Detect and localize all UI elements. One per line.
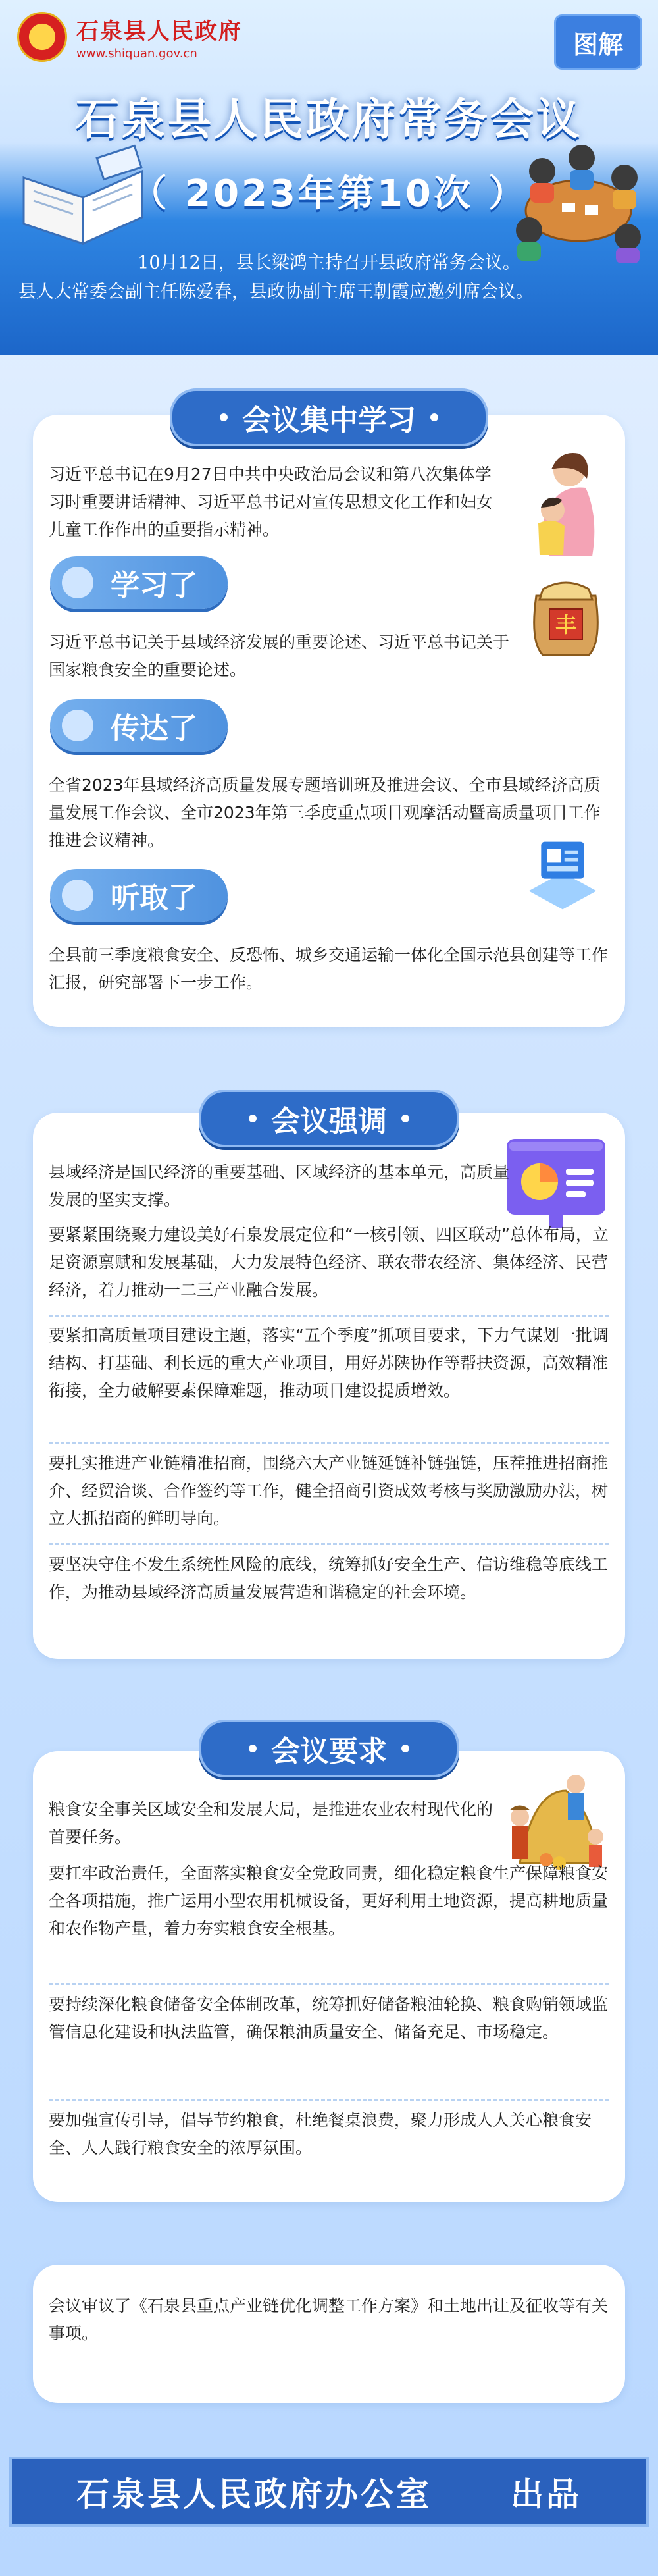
emphasis-item-2: 要紧紧围绕聚力建设美好石泉发展定位和“一核引领、四区联动”总体布局，立足资源禀赋和发展基础，大力发展特色经济、联农带农经济、集体经济、民营经济，着力推动一二三产业融合发展。 xyxy=(49,1225,609,1300)
data-screen-icon xyxy=(513,829,612,922)
emphasis-item-3: 要紧扣高质量项目建设主题，落实“五个季度”抓项目要求，下力气谋划一批调结构、打基础、利长远的重大产业项目，用好苏陕协作等帮扶资源，高效精准衔接，全力破解要素保障难题，推动项目建设提质增效。 xyxy=(49,1326,609,1400)
pill-heard-label: 听取了 xyxy=(111,881,197,915)
divider xyxy=(49,1315,609,1317)
study-paragraph-3: 全省2023年县域经济高质量发展专题培训班及推进会议、全市县域经济高质量发展工作会议、全市2023年第三季度重点项目观摩活动暨高质量项目工作推进会议精神。 xyxy=(49,775,601,850)
emphasis-card xyxy=(33,1113,625,1659)
bullet-dot-icon xyxy=(220,413,228,421)
bullet-dot-icon xyxy=(249,1745,257,1752)
study-paragraph-1: 习近平总书记在9月27日中共中央政治局会议和第八次集体学习时重要讲话精神、习近平总书记对宣传思想文化工作和妇女儿童工作作出的重要指示精神。 xyxy=(49,465,494,539)
emphasis-item-4: 要扎实推进产业链精准招商，围绕六大产业链延链补链强链，压茬推进招商推介、经贸洽谈、合作签约等工作，健全招商引资成效考核与奖励激励办法，树立大抓招商的鲜明导向。 xyxy=(49,1454,609,1528)
requirement-item-2: 要扛牢政治责任，全面落实粮食安全党政同责，细化稳定粮食生产保障粮食安全各项措施，推广运用小型农用机械设备，更好利用土地资源，提高耕地质量和农作物产量，着力夯实粮食安全根基。 xyxy=(49,1864,609,1938)
pill-bullet-icon xyxy=(62,567,93,598)
requirements-card xyxy=(33,1751,625,2202)
grain-sack-char: 丰 xyxy=(555,612,577,637)
bullet-dot-icon xyxy=(249,1115,257,1122)
pill-learned-label: 学习了 xyxy=(111,569,197,602)
requirement-item-4: 要加强宣传引导，倡导节约粮食，杜绝餐桌浪费，聚力形成人人关心粮食安全、人人践行粮食安全的浓厚氛围。 xyxy=(49,2111,592,2157)
pill-conveyed-label: 传达了 xyxy=(111,712,197,745)
gov-url: www.shiquan.gov.cn xyxy=(76,47,197,61)
review-card xyxy=(33,2265,625,2403)
national-emblem-icon: ★ xyxy=(17,12,67,62)
intro-line-1: 10月12日，县长梁鸿主持召开县政府常务会议。 xyxy=(138,253,520,273)
grain-sack-icon xyxy=(517,563,615,662)
divider xyxy=(49,1442,609,1444)
pill-conveyed xyxy=(50,699,228,752)
footer-org: 石泉县人民政府办公室 xyxy=(76,2475,432,2513)
section-title-requirements: 会议要求 xyxy=(199,1720,459,1777)
emphasis-item-5: 要坚决守住不发生系统性风险的底线，统筹抓好安全生产、信访维稳等底线工作，为推动县域经济高质量发展营造和谐稳定的社会环境。 xyxy=(49,1555,609,1602)
divider xyxy=(49,1543,609,1545)
requirement-item-3: 要持续深化粮食储备安全体制改革，统筹抓好储备粮油轮换、粮食购销领域监管信息化建设和执法监管，确保粮油质量安全、储备充足、市场稳定。 xyxy=(49,1995,609,2041)
gov-name: 石泉县人民政府 xyxy=(76,18,242,45)
review-text: 会议审议了《石泉县重点产业链优化调整工作方案》和土地出让及征收等有关事项。 xyxy=(49,2296,609,2343)
pill-learned xyxy=(50,556,228,609)
bullet-dot-icon xyxy=(430,413,438,421)
pie-chart-board-icon xyxy=(500,1132,612,1231)
footer-banner xyxy=(9,2457,649,2527)
gov-logo[interactable] xyxy=(17,12,242,62)
pill-heard xyxy=(50,869,228,922)
page-title: 石泉县人民政府常务会议 xyxy=(76,94,582,145)
study-paragraph-4: 全县前三季度粮食安全、反恐怖、城乡交通运输一体化全国示范县创建等工作汇报，研究部署下一步工作。 xyxy=(49,945,609,992)
divider xyxy=(49,2099,609,2101)
session-subtitle: （ 2023年第10次 ） xyxy=(130,172,528,215)
footer-produced: 出品 xyxy=(511,2475,582,2513)
meeting-intro xyxy=(0,249,658,307)
pill-bullet-icon xyxy=(62,880,93,911)
section-title-emphasis: 会议强调 xyxy=(199,1090,459,1147)
study-paragraph-2: 习近平总书记关于县域经济发展的重要论述、习近平总书记关于国家粮食安全的重要论述。 xyxy=(49,633,510,679)
divider xyxy=(49,1983,609,1985)
emphasis-item-1: 县域经济是国民经济的重要基础、区域经济的基本单元，高质量发展的坚实支撑。 xyxy=(49,1163,510,1209)
section-title-study: 会议集中学习 xyxy=(170,388,488,446)
bullet-dot-icon xyxy=(401,1115,409,1122)
pill-bullet-icon xyxy=(62,710,93,741)
infographic-tag[interactable]: 图解 xyxy=(554,14,642,70)
bullet-dot-icon xyxy=(401,1745,409,1752)
header-banner xyxy=(0,0,658,355)
study-card xyxy=(33,415,625,1027)
mother-child-icon xyxy=(513,444,612,563)
requirement-item-1: 粮食安全事关区域安全和发展大局，是推进农业农村现代化的首要任务。 xyxy=(49,1800,494,1847)
intro-line-2: 县人大常委会副主任陈爱春，县政协副主席王朝霞应邀列席会议。 xyxy=(18,282,534,302)
